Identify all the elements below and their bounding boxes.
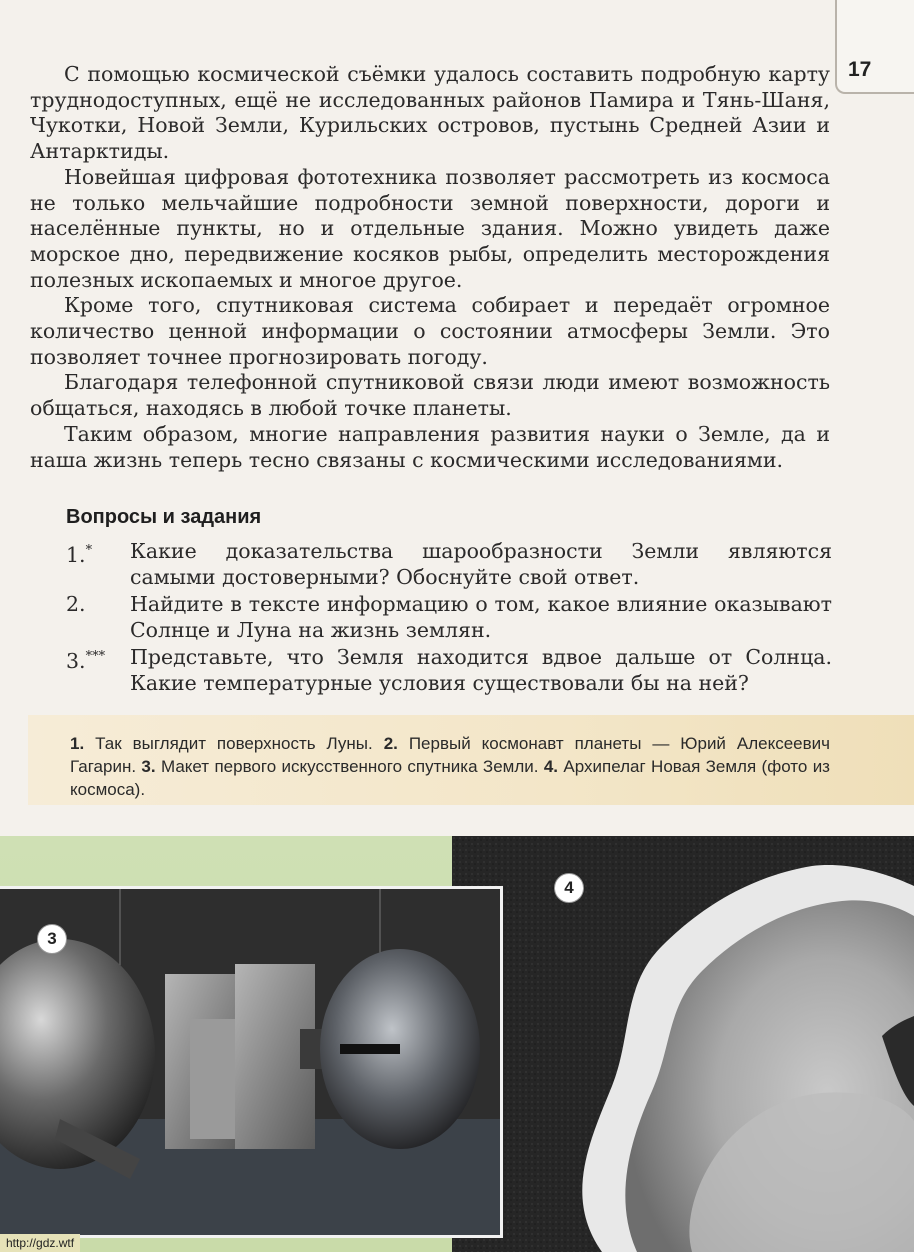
paragraph: Новейшая цифровая фототехника позволяет рассмотреть из космоса не только мельчайшие подробности земной поверхности, дороги и населённые пункты, но и отдельные здания. Можно увидеть даже морское дно, передвижение косяков рыбы, определить месторождения полезных ископаемых и многое другое. — [30, 164, 830, 292]
question-item — [66, 591, 832, 643]
question-number-text: 2. — [66, 592, 86, 616]
body-text — [30, 62, 830, 473]
caption-number: 2. — [383, 734, 398, 753]
caption-text: Архипелаг Новая Земля (фото из космоса). — [70, 757, 830, 799]
question-item — [66, 644, 832, 696]
satellite-image — [452, 836, 914, 1252]
paragraph: Благодаря телефонной спутниковой связи люди имеют возможность общаться, находясь в любой точке планеты. — [30, 370, 830, 421]
caption-number: 3. — [141, 757, 156, 776]
question-number — [66, 538, 92, 568]
sputnik-image — [0, 889, 500, 1238]
question-number — [66, 591, 86, 617]
questions-list — [66, 538, 832, 697]
sputnik-model-photo — [0, 886, 503, 1238]
caption-number: 1. — [70, 734, 85, 753]
caption-number: 4. — [543, 757, 559, 776]
paragraph: С помощью космической съёмки удалось составить подробную карту труднодоступных, ещё не исследованных районов Памира и Тянь-Шаня, Чукотки, Новой Земли, Курильских островов, пустынь Средней Азии и Антарктиды. — [30, 62, 830, 164]
paragraph: Кроме того, спутниковая система собирает и передаёт огромное количество ценной информации о состоянии атмосферы Земли. Это позволяет точнее прогнозировать погоду. — [30, 293, 830, 369]
page-number: 17 — [848, 58, 872, 81]
caption-text: Так выглядит поверхность Луны. — [84, 734, 384, 753]
question-text: Какие доказательства шарообразности Земли являются самыми достоверными? Обоснуйте свой ответ. — [130, 539, 832, 589]
photo-badge-3: 3 — [37, 924, 67, 954]
watermark-url: http://gdz.wtf — [0, 1234, 80, 1252]
figure-caption — [70, 732, 830, 801]
paragraph: Таким образом, многие направления развития науки о Земле, да и наша жизнь теперь тесно связаны с космическими исследованиями. — [30, 421, 830, 472]
question-number-text: 1. — [66, 542, 86, 567]
photo-badge-4: 4 — [554, 873, 584, 903]
questions-heading: Вопросы и задания — [66, 506, 262, 528]
difficulty-mark: *** — [85, 649, 106, 664]
caption-text: Первый космонавт планеты — Юрий Алексеевич Гагарин. — [70, 734, 831, 776]
difficulty-mark: * — [85, 543, 93, 558]
question-number-text: 3. — [66, 648, 86, 673]
question-number — [66, 644, 105, 674]
caption-text: Макет первого искусственного спутника Земли. — [155, 757, 544, 776]
novaya-zemlya-photo — [452, 836, 914, 1252]
question-text: Найдите в тексте информацию о том, какое влияние оказывают Солнце и Луна на жизнь землян. — [130, 592, 832, 642]
page-corner-tab — [835, 0, 914, 94]
question-text: Представьте, что Земля находится вдвое дальше от Солнца. Какие температурные условия существовали бы на ней? — [130, 645, 832, 695]
question-item — [66, 538, 832, 590]
